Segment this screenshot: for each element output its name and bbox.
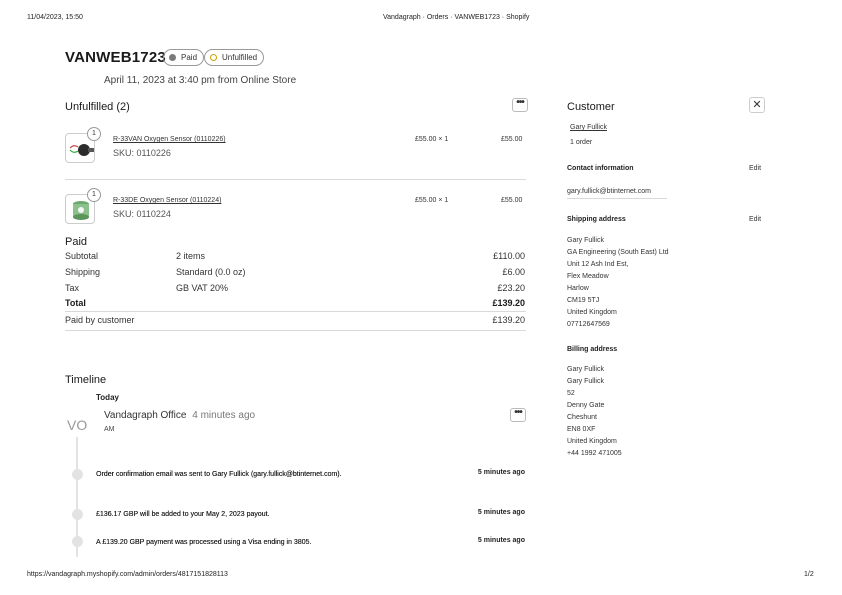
timeline-day: Today — [96, 393, 119, 402]
shipping-line: Harlow — [567, 285, 589, 292]
shipping-phone: 07712647569 — [567, 321, 610, 328]
payment-total-amount: £139.20 — [492, 298, 525, 308]
payment-status-label: Paid — [181, 53, 198, 62]
timeline-event: £136.17 GBP will be added to your May 2, 2023 payout. — [96, 511, 270, 518]
timeline-event: A £139.20 GBP payment was processed using a Visa ending in 3805. — [96, 539, 312, 546]
shipping-line: Flex Meadow — [567, 273, 609, 280]
edit-contact-button[interactable]: Edit — [749, 165, 762, 172]
comment-header — [104, 410, 255, 421]
paid-by-customer-label: Paid by customer — [65, 315, 135, 325]
avatar: VO — [67, 417, 88, 433]
billing-line: Denny Gate — [567, 402, 605, 409]
contact-info-title: Contact information — [567, 165, 634, 172]
billing-phone: +44 1992 471005 — [567, 450, 622, 457]
shipping-line: United Kingdom — [567, 309, 617, 316]
order-title: VANWEB1723 — [65, 49, 166, 66]
timeline-event-time: 5 minutes ago — [477, 537, 525, 544]
item-total: £55.00 — [501, 197, 523, 204]
item-name-link[interactable]: R-33DE Oxygen Sensor (0110224) — [113, 197, 222, 204]
timeline-dot — [72, 509, 83, 520]
item-sku: SKU: 0110226 — [113, 148, 171, 158]
more-horizontal-icon[interactable]: ••• — [512, 98, 528, 112]
billing-line: Cheshunt — [567, 414, 597, 421]
shipping-address-title: Shipping address — [567, 216, 626, 223]
status-dot-icon — [169, 54, 176, 61]
payment-total-label: Total — [65, 298, 86, 308]
fulfillment-status-badge — [204, 49, 264, 66]
billing-line: 52 — [567, 390, 575, 397]
paid-by-customer-amount: £139.20 — [492, 315, 525, 325]
payment-row-amount: £6.00 — [502, 267, 525, 277]
timeline-title: Timeline — [65, 374, 107, 386]
payment-title: Paid — [65, 236, 88, 248]
shipping-line: Gary Fullick — [567, 237, 604, 244]
customer-title: Customer — [567, 101, 615, 113]
close-icon[interactable]: ✕ — [749, 97, 765, 113]
customer-order-count: 1 order — [570, 139, 593, 146]
payment-row-detail: Standard (0.0 oz) — [176, 267, 246, 277]
edit-shipping-button[interactable]: Edit — [749, 216, 762, 223]
billing-line: Gary Fullick — [567, 366, 604, 373]
item-unit-price: £55.00 × 1 — [415, 136, 449, 143]
payment-row-detail: 2 items — [176, 251, 206, 261]
customer-name-link[interactable]: Gary Fullick — [570, 124, 607, 131]
payment-row-detail: GB VAT 20% — [176, 283, 229, 293]
print-url: https://vandagraph.myshopify.com/admin/orders/4817151828113 — [27, 571, 228, 578]
print-page-number: 1/2 — [804, 571, 814, 578]
billing-line: Gary Fullick — [567, 378, 604, 385]
item-sku: SKU: 0110224 — [113, 209, 171, 219]
unfulfilled-title: Unfulfilled (2) — [65, 101, 130, 113]
shipping-line: CM19 5TJ — [567, 297, 600, 304]
payment-divider — [65, 330, 526, 331]
fulfillment-status-label: Unfulfilled — [222, 53, 258, 62]
item-name-link[interactable]: R-33VAN Oxygen Sensor (0110226) — [113, 136, 226, 143]
payment-status-badge — [163, 49, 204, 66]
payment-divider — [65, 311, 526, 312]
timeline-event-time: 5 minutes ago — [477, 469, 525, 476]
shipping-line: GA Engineering (South East) Ltd — [567, 249, 669, 256]
payment-row-label: Tax — [65, 283, 80, 293]
comment-body: AM — [104, 426, 115, 433]
payment-row-label: Shipping — [65, 267, 101, 277]
status-dot-icon — [210, 54, 217, 61]
order-date: April 11, 2023 at 3:40 pm from Online Store — [104, 75, 297, 86]
billing-line: EN8 0XF — [567, 426, 596, 433]
payment-row-amount: £110.00 — [493, 251, 525, 261]
payment-row-amount: £23.20 — [497, 283, 525, 293]
item-divider — [65, 179, 526, 180]
timeline-dot — [72, 536, 83, 547]
more-horizontal-icon[interactable]: ••• — [510, 408, 526, 422]
print-datetime: 11/04/2023, 15:50 — [27, 14, 83, 21]
payment-row-label: Subtotal — [65, 251, 99, 261]
shipping-line: Unit 12 Ash Ind Est, — [567, 261, 629, 268]
email-underline — [567, 198, 667, 199]
billing-line: United Kingdom — [567, 438, 617, 445]
timeline-dot — [72, 469, 83, 480]
item-unit-price: £55.00 × 1 — [415, 197, 449, 204]
quantity-badge: 1 — [87, 127, 101, 141]
comment-author: Vandagraph Office — [104, 410, 187, 421]
item-total: £55.00 — [501, 136, 523, 143]
quantity-badge: 1 — [87, 188, 101, 202]
billing-address-title: Billing address — [567, 346, 618, 353]
print-page-title: Vandagraph · Orders · VANWEB1723 · Shopify — [383, 14, 530, 21]
comment-time: 4 minutes ago — [192, 410, 256, 421]
timeline-event-time: 5 minutes ago — [477, 509, 525, 516]
customer-email-link[interactable]: gary.fullick@btinternet.com — [567, 188, 652, 195]
timeline-event: Order confirmation email was sent to Gary Fullick (gary.fullick@btinternet.com). — [96, 471, 342, 478]
